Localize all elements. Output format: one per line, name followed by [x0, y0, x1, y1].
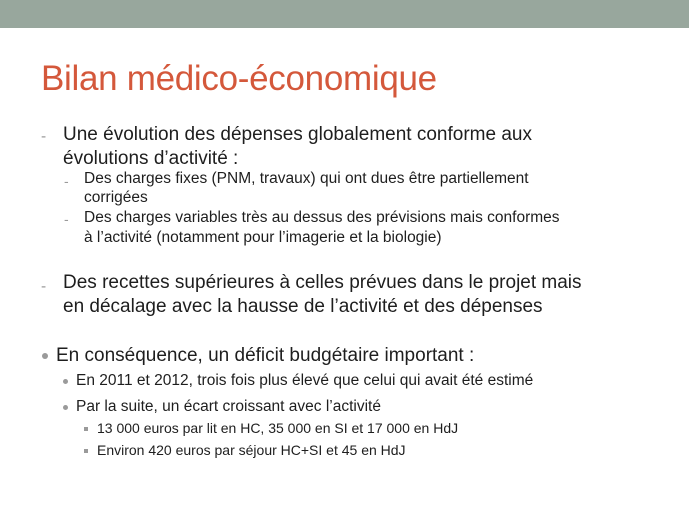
item-3-sub-2-sub-1-line-1: 13 000 euros par lit en HC, 35 000 en SI et 17 000 en HdJ — [97, 420, 459, 436]
item-1-line-2: évolutions d’activité : — [63, 148, 239, 169]
dash-marker: - — [64, 211, 69, 227]
item-3-sub-2-sub-2-line-1: Environ 420 euros par séjour HC+SI et 45 en HdJ — [97, 442, 406, 458]
dash-marker: - — [41, 128, 47, 145]
dash-marker: - — [41, 278, 47, 295]
bullet-dot — [63, 405, 68, 410]
dash-marker: - — [64, 173, 69, 189]
item-1-sub-1-line-2: corrigées — [84, 189, 148, 206]
bullet-dot — [42, 353, 48, 359]
item-1-sub-2-line-2: à l’activité (notamment pour l’imagerie et la biologie) — [84, 229, 442, 246]
item-1-sub-1-line-1: Des charges fixes (PNM, travaux) qui ont dues être partiellement — [84, 170, 529, 187]
item-2-line-2: en décalage avec la hausse de l’activité et des dépenses — [63, 296, 543, 317]
slide-title: Bilan médico-économique — [41, 59, 437, 98]
item-1-sub-2-line-1: Des charges variables très au dessus des prévisions mais conformes — [84, 209, 560, 226]
item-3-sub-1-line-1: En 2011 et 2012, trois fois plus élevé que celui qui avait été estimé — [76, 372, 534, 389]
bullet-dot — [63, 379, 68, 384]
item-2-line-1: Des recettes supérieures à celles prévues dans le projet mais — [63, 272, 582, 293]
top-band — [0, 0, 689, 28]
bullet-square — [84, 427, 88, 431]
item-3-sub-2-line-1: Par la suite, un écart croissant avec l’activité — [76, 398, 381, 415]
bullet-square — [84, 449, 88, 453]
item-3-line-1: En conséquence, un déficit budgétaire important : — [56, 345, 475, 366]
item-1-line-1: Une évolution des dépenses globalement conforme aux — [63, 124, 532, 145]
